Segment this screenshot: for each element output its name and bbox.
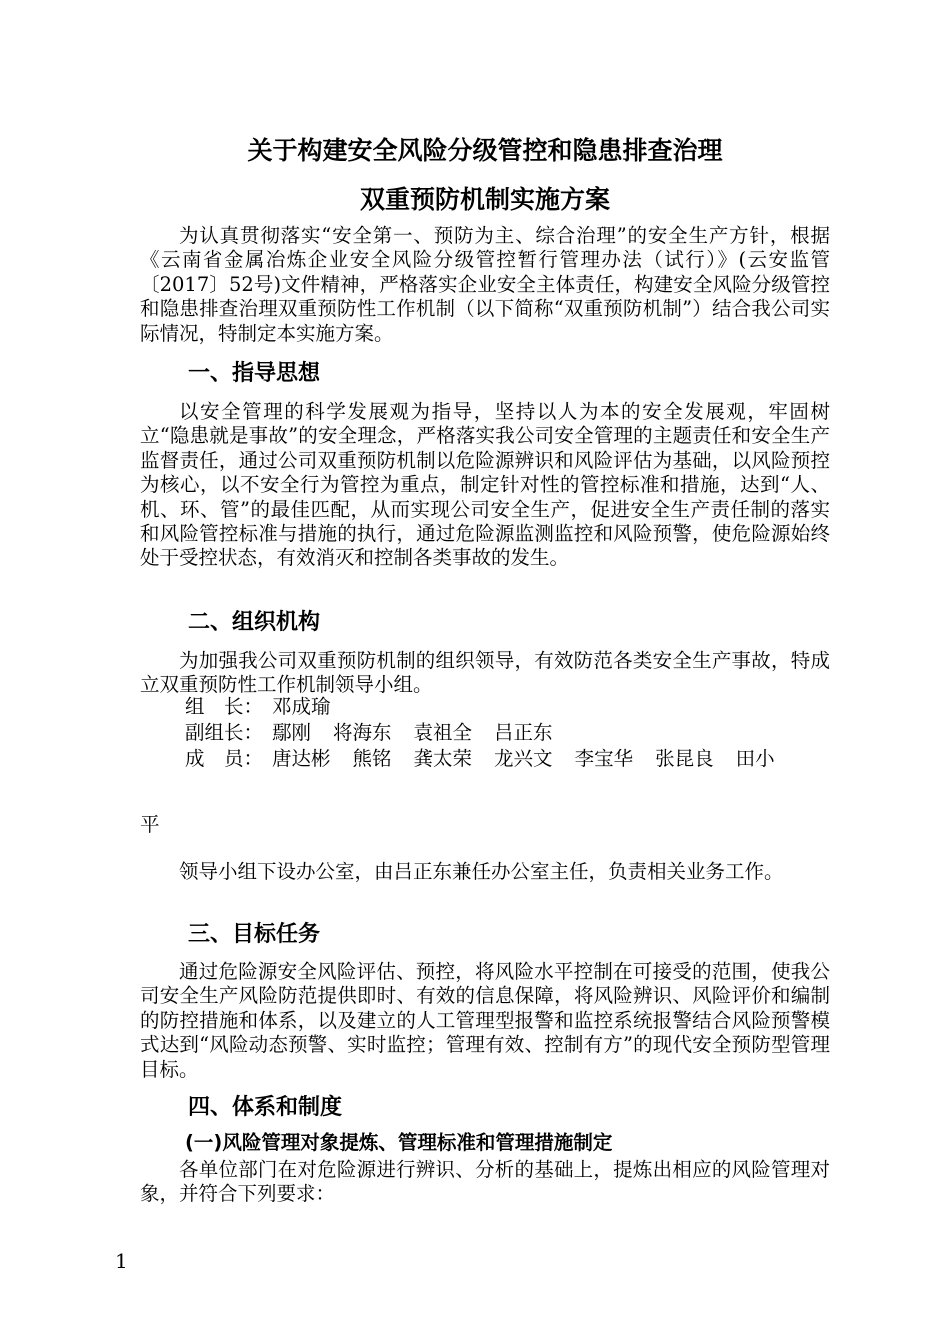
- deputy-name: 袁祖全: [413, 721, 473, 744]
- member-name: 唐达彬: [272, 747, 331, 770]
- deputy-name: 吕正东: [494, 721, 553, 744]
- intro-paragraph: 为认真贯彻落实“安全第一、预防为主、综合治理”的安全生产方针，根据《云南省金属冶炼企业安全风险分级管控暂行管理办法（试行）》(云安监管〔2017〕52号)文件精神，严格落实企业安全主体责任，构建安全风险分级管控和隐患排查治理双重预防性工作机制（以下简称“双重预防机制”）结合我公司实际情况，特制定本实施方案。: [140, 224, 830, 345]
- member-label: 成 员：: [185, 747, 264, 770]
- leader-line: [185, 694, 331, 720]
- member-name: 李宝华: [574, 747, 634, 770]
- subsection-body-risk-management: 各单位部门在对危险源进行辨识、分析的基础上，提炼出相应的风险管理对象，并符合下列要求：: [140, 1158, 830, 1206]
- member-name: 熊铭: [352, 747, 392, 770]
- section-heading-system: 四、体系和制度: [188, 1095, 343, 1120]
- section-body-organization: 为加强我公司双重预防机制的组织领导，有效防范各类安全生产事故，特成立双重预防性工作机制领导小组。: [140, 649, 830, 697]
- leader-label: 组 长：: [185, 695, 264, 718]
- deputy-name: 将海东: [333, 721, 392, 744]
- deputy-label: 副组长：: [185, 721, 264, 744]
- section-body-objectives: 通过危险源安全风险评估、预控，将风险水平控制在可接受的范围，使我公司安全生产风险防范提供即时、有效的信息保障，将风险辨识、风险评价和编制的防控措施和体系，以及建立的人工管理型报警和监控系统报警结合风险预警模式达到“风险动态预警、实时监控；管理有效、控制有方”的现代安全预防型管理目标。: [140, 960, 830, 1081]
- member-name: 龚太荣: [413, 747, 473, 770]
- deputy-name: 鄢刚: [272, 721, 312, 744]
- section-heading-guiding-thought: 一、指导思想: [188, 361, 321, 386]
- deputy-leaders-line: [185, 720, 553, 746]
- office-paragraph: 领导小组下设办公室，由吕正东兼任办公室主任，负责相关业务工作。: [179, 860, 784, 883]
- section-heading-organization: 二、组织机构: [188, 610, 321, 635]
- document-title-line2: 双重预防机制实施方案: [359, 185, 610, 214]
- members-line: [185, 746, 775, 772]
- member-name-partial: 田小: [735, 747, 775, 770]
- member-name-continuation: 平: [140, 813, 160, 836]
- member-name: 张昆良: [655, 747, 714, 770]
- document-title-line1: 关于构建安全风险分级管控和隐患排查治理: [247, 136, 723, 165]
- subsection-heading-risk-management: (一)风险管理对象提炼、管理标准和管理措施制定: [185, 1131, 613, 1154]
- section-body-guiding-thought: 以安全管理的科学发展观为指导，坚持以人为本的安全发展观，牢固树立“隐患就是事故”的安全理念，严格落实我公司安全管理的主题责任和安全生产监督责任，通过公司双重预防机制以危险源辨识和风险评估为基础，以风险预控为核心，以不安全行为管控为重点，制定针对性的管控标准和措施，达到“人、机、环、管”的最佳匹配，从而实现公司安全生产，促进安全生产责任制的落实和风险管控标准与措施的执行，通过危险源监测监控和风险预警，使危险源始终处于受控状态，有效消灭和控制各类事故的发生。: [140, 400, 830, 570]
- leader-name: 邓成瑜: [272, 695, 331, 718]
- member-name: 龙兴文: [494, 747, 553, 770]
- section-heading-objectives: 三、目标任务: [188, 922, 321, 947]
- page-number: 1: [115, 1249, 128, 1273]
